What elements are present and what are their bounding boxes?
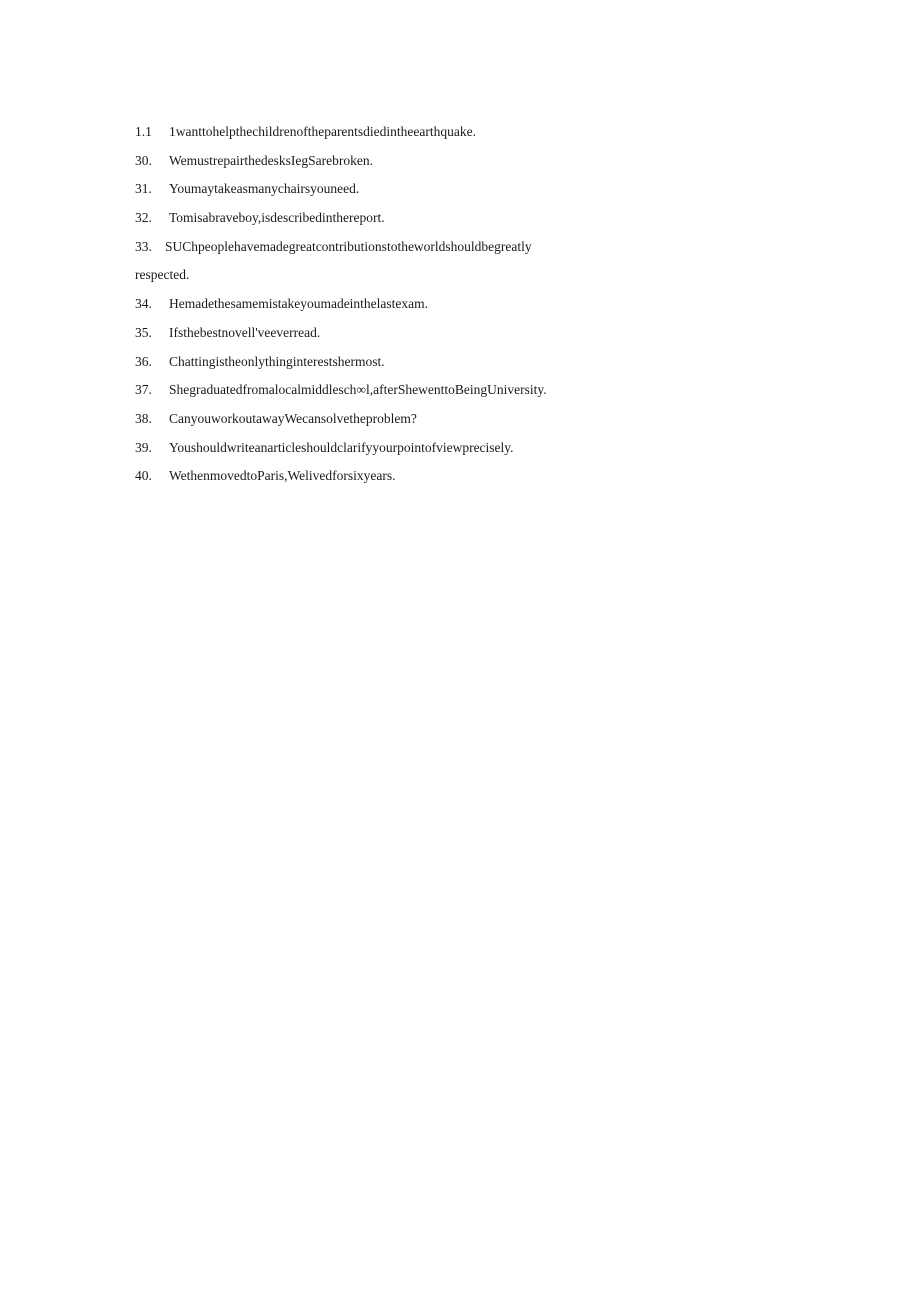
- list-item: [135, 204, 695, 233]
- item-text: WemustrepairthedesksIegSarebroken.: [169, 152, 373, 168]
- item-text: Shegraduatedfromalocalmiddlesch∞l,afterShewenttoBeingUniversity.: [169, 382, 547, 398]
- item-text: SUChpeoplehavemadegreatcontributionstotheworldshouldbegreatly: [165, 238, 532, 254]
- list-item: [135, 376, 695, 405]
- item-number: 39.: [135, 439, 152, 455]
- item-number: 1.1: [135, 124, 152, 139]
- item-number: 31.: [135, 181, 152, 197]
- list-item: [135, 233, 695, 262]
- item-text: CanyouworkoutawayWecansolvetheproblem?: [169, 410, 417, 426]
- list-item: [135, 290, 695, 319]
- list-item: [135, 462, 695, 491]
- item-text: Chattingistheonlythinginterestshermost.: [169, 353, 385, 369]
- item-text: Tomisabraveboy,isdescribedinthereport.: [169, 210, 385, 226]
- item-number: 35.: [135, 324, 152, 340]
- list-item: [135, 147, 695, 176]
- item-text: Youshouldwriteanarticleshouldclarifyyourpointofviewprecisely.: [169, 439, 514, 455]
- item-number: 36.: [135, 353, 152, 369]
- list-item: [135, 348, 695, 377]
- item-number: 32.: [135, 210, 152, 226]
- item-text: Youmaytakeasmanychairsyouneed.: [169, 181, 360, 197]
- item-number: 38.: [135, 410, 152, 426]
- item-text: 1wanttohelpthechildrenoftheparentsdiedintheearthquake.: [169, 124, 477, 139]
- item-text: WethenmovedtoParis,Welivedforsixyears.: [169, 468, 396, 484]
- item-number: 40.: [135, 468, 152, 484]
- list-item: [135, 405, 695, 434]
- list-item: [135, 118, 695, 147]
- list-item: [135, 434, 695, 463]
- item-number: 34.: [135, 296, 152, 312]
- list-item: [135, 175, 695, 204]
- item-number: 37.: [135, 382, 152, 398]
- item-text-continuation: respected.: [135, 267, 190, 283]
- item-number: 33.: [135, 238, 152, 254]
- item-number: 30.: [135, 152, 152, 168]
- item-text: Hemadethesamemistakeyoumadeinthelastexam.: [169, 296, 429, 312]
- item-text: Ifsthebestnovell'veeverread.: [169, 324, 321, 340]
- sentence-list: [135, 118, 695, 491]
- list-item: [135, 319, 695, 348]
